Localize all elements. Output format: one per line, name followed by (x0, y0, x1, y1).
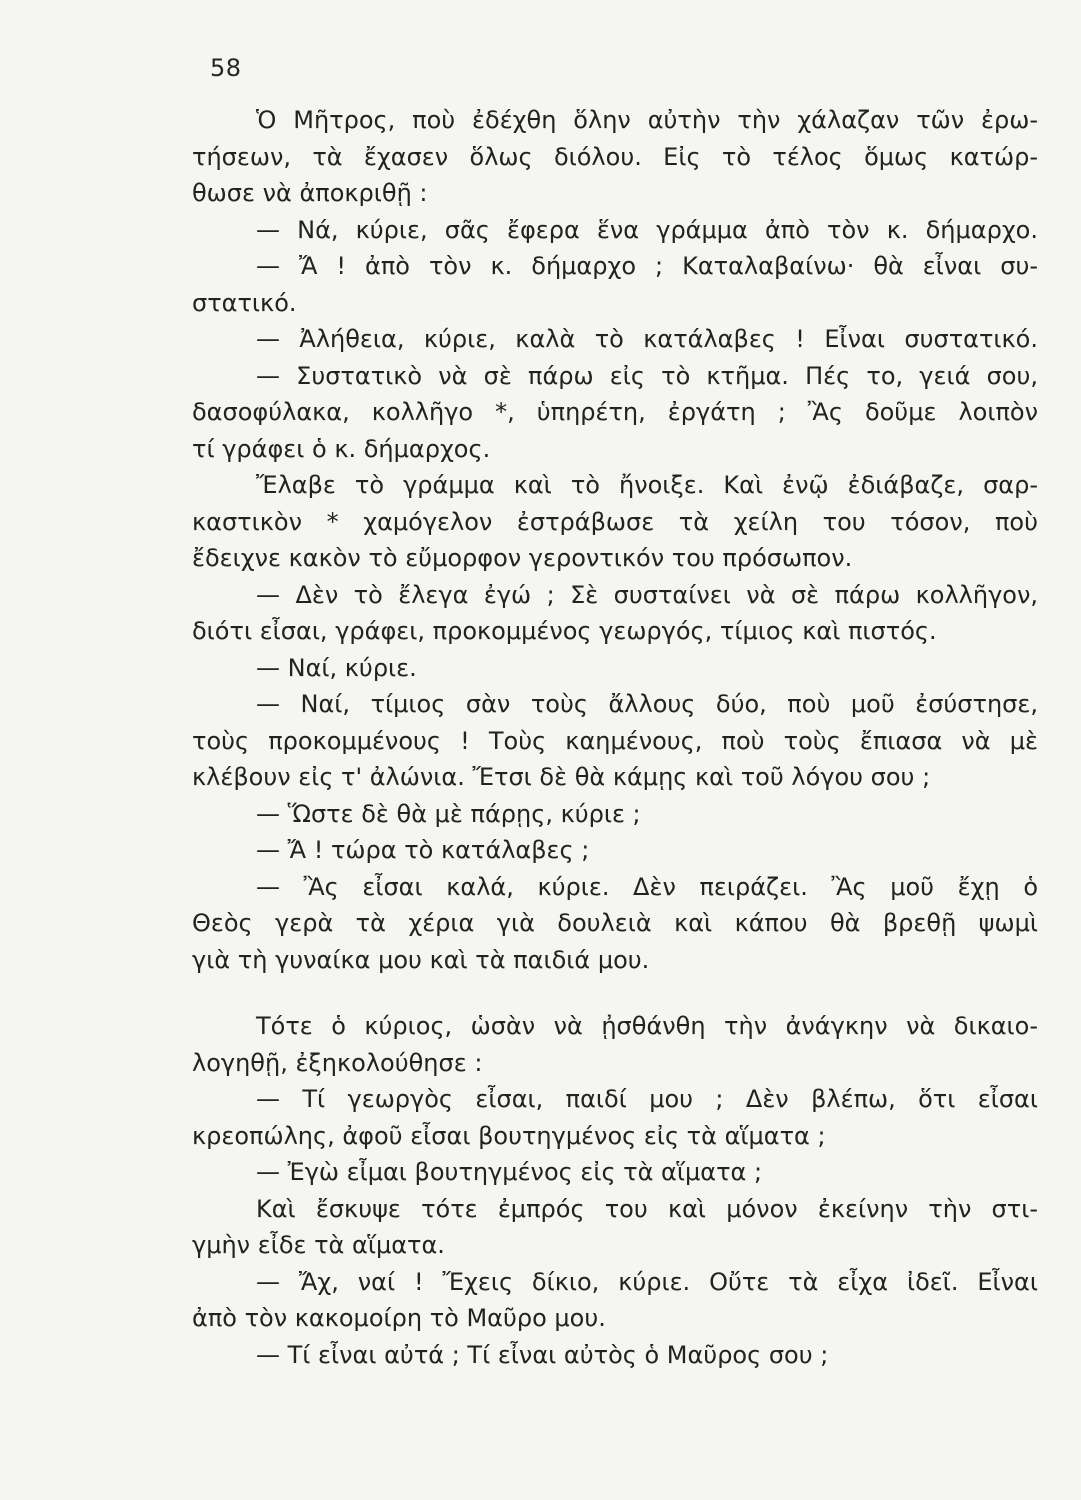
text-line: — Τί γεωργὸς εἶσαι, παιδί μου ; Δὲν βλέπω, ὅτι εἶσαι (256, 1085, 1038, 1113)
text-line: ἔδειχνε κακὸν τὸ εὔμορφον γεροντικόν του πρόσωπον. (192, 544, 853, 572)
text-line: Ἔλαβε τὸ γράμμα καὶ τὸ ἤνοιξε. Καὶ ἐνῷ ἐδιάβαζε, σαρ- (256, 471, 1038, 499)
text-line: — Νά, κύριε, σᾶς ἔφερα ἕνα γράμμα ἀπὸ τὸν κ. δήμαρχο. (256, 215, 1038, 244)
text-line: κλέβουν εἰς τ' ἀλώνια. Ἔτσι δὲ θὰ κάμῃς καὶ τοῦ λόγου σου ; (192, 763, 931, 791)
text-line: ἀπὸ τὸν κακομοίρη τὸ Μαῦρο μου. (192, 1304, 606, 1332)
text-line: Καὶ ἔσκυψε τότε ἐμπρός του καὶ μόνον ἐκείνην τὴν στι- (256, 1194, 1038, 1223)
text-line: — Ναί, τίμιος σὰν τοὺς ἄλλους δύο, ποὺ μοῦ ἐσύστησε, (256, 690, 1038, 718)
text-line: διότι εἶσαι, γράφει, προκομμένος γεωργός, τίμιος καὶ πιστός. (192, 617, 937, 645)
paragraph-gap (192, 978, 1038, 1008)
text-line: στατικό. (192, 288, 297, 317)
text-line: τήσεων, τὰ ἔχασεν ὅλως διόλου. Εἰς τὸ τέλος ὅμως κατώρ- (192, 142, 1038, 171)
text-line: — Συστατικὸ νὰ σὲ πάρω εἰς τὸ κτῆμα. Πές το, γειά σου, (256, 361, 1038, 390)
text-line: — Ναί, κύριε. (256, 653, 417, 682)
text-line: — Ὥστε δὲ θὰ μὲ πάρῃς, κύριε ; (256, 799, 641, 828)
text-line: — Ἄχ, ναί ! Ἔχεις δίκιο, κύριε. Οὔτε τὰ εἶχα ἰδεῖ. Εἶναι (256, 1267, 1038, 1296)
text-line: δασοφύλακα, κολλῆγο *, ὑπηρέτη, ἐργάτη ; Ἂς δοῦμε λοιπὸν (192, 398, 1038, 426)
text-line: τοὺς προκομμένους ! Τοὺς καημένους, ποὺ τοὺς ἔπιασα νὰ μὲ (192, 726, 1038, 755)
text-line: — Ἀλήθεια, κύριε, καλὰ τὸ κατάλαβες ! Εἶναι συστατικό. (256, 325, 1038, 353)
body-text (192, 102, 1038, 1373)
text-line: — Ἂς εἶσαι καλά, κύριε. Δὲν πειράζει. Ἂς μοῦ ἔχῃ ὁ (256, 872, 1038, 901)
text-line: — Ἄ ! ἀπὸ τὸν κ. δήμαρχο ; Καταλαβαίνω· θὰ εἶναι συ- (256, 252, 1038, 280)
text-line: θωσε νὰ ἀποκριθῇ : (192, 179, 428, 207)
text-line: — Ἄ ! τώρα τὸ κατάλαβες ; (256, 836, 590, 864)
text-line: — Δὲν τὸ ἔλεγα ἐγώ ; Σὲ συσταίνει νὰ σὲ πάρω κολλῆγον, (256, 580, 1038, 609)
page-number: 58 (210, 54, 242, 82)
text-line: καστικὸν * χαμόγελον ἐστράβωσε τὰ χείλη του τόσον, ποὺ (192, 507, 1038, 536)
text-line: — Τί εἶναι αὐτά ; Τί εἶναι αὐτὸς ὁ Μαῦρος σου ; (256, 1340, 829, 1369)
text-line: κρεοπώλης, ἀφοῦ εἶσαι βουτηγμένος εἰς τὰ αἵματα ; (192, 1121, 826, 1150)
text-line: γμὴν εἶδε τὰ αἵματα. (192, 1231, 445, 1259)
text-line: λογηθῇ, ἐξηκολούθησε : (192, 1048, 483, 1077)
text-line: Θεὸς γερὰ τὰ χέρια γιὰ δουλειὰ καὶ κάπου θὰ βρεθῇ ψωμὶ (192, 909, 1038, 937)
text-line: — Ἐγὼ εἶμαι βουτηγμένος εἰς τὰ αἵματα ; (256, 1158, 763, 1186)
text-line: Τότε ὁ κύριος, ὡσὰν νὰ ᾐσθάνθη τὴν ἀνάγκην νὰ δικαιο- (256, 1012, 1038, 1040)
text-line: τί γράφει ὁ κ. δήμαρχος. (192, 434, 491, 463)
text-line: Ὁ Μῆτρος, ποὺ ἐδέχθη ὅλην αὐτὴν τὴν χάλαζαν τῶν ἐρω- (256, 106, 1038, 134)
text-line: γιὰ τὴ γυναίκα μου καὶ τὰ παιδιά μου. (192, 945, 650, 974)
